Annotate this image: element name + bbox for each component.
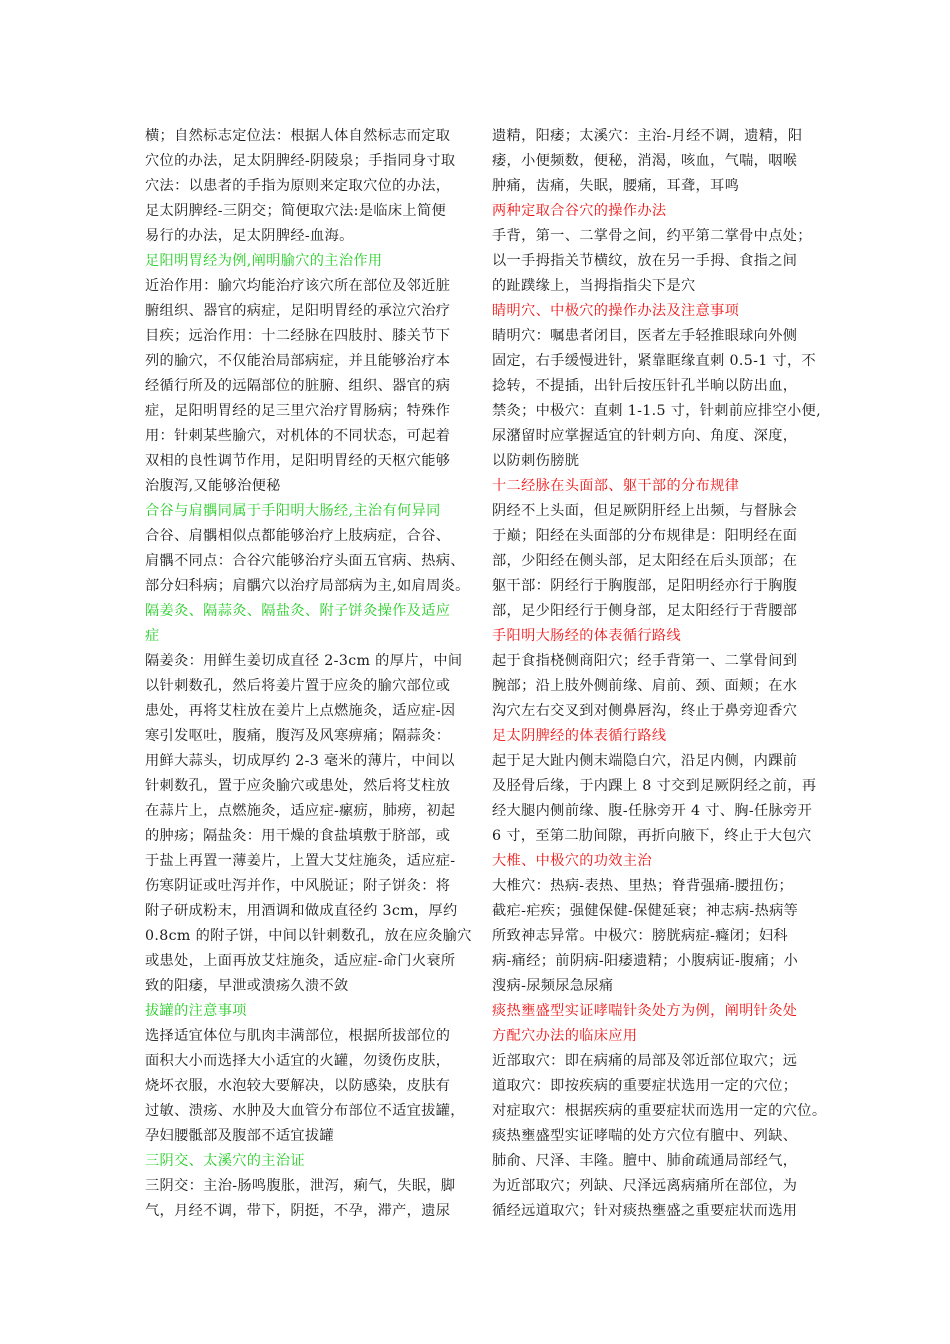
body-line: 双相的良性调节作用，足阳明胃经的天枢穴能够 bbox=[145, 453, 451, 469]
body-line: 穴法：以患者的手指为原则来定取穴位的办法， bbox=[145, 178, 451, 194]
body-line: 道取穴：即按疾病的重要症状选用一定的穴位； bbox=[492, 1078, 798, 1094]
section-heading: 十二经脉在头面部、躯干部的分布规律 bbox=[492, 478, 740, 494]
section-heading: 足太阴脾经的体表循行路线 bbox=[492, 728, 667, 744]
body-line: 腕部；沿上肢外侧前缘、肩前、颈、面颊；在水 bbox=[492, 678, 798, 694]
section-heading: 手阳明大肠经的体表循行路线 bbox=[492, 628, 681, 644]
body-line: 伤寒阴证或吐泻并作，中风脱证；附子饼灸：将 bbox=[145, 878, 451, 894]
body-line: 横；自然标志定位法：根据人体自然标志而定取 bbox=[145, 128, 451, 144]
section-heading: 足阳明胃经为例,阐明腧穴的主治作用 bbox=[145, 253, 383, 269]
body-line: 合谷、肩髃相似点都能够治疗上肢病症，合谷、 bbox=[145, 528, 451, 544]
body-line: 病-痛经；前阴病-阳痿遗精；小腹病证-腹痛；小 bbox=[492, 953, 799, 969]
body-line: 近治作用：腧穴均能治疗该穴所在部位及邻近脏 bbox=[145, 278, 451, 294]
body-line: 0.8cm 的附子饼，中间以针刺数孔，放在应灸腧穴 bbox=[145, 928, 472, 944]
body-line: 在蒜片上，点燃施灸，适应症-瘰疬，肺痨，初起 bbox=[145, 803, 456, 819]
body-line: 选择适宜体位与肌肉丰满部位，根据所拔部位的 bbox=[145, 1028, 451, 1044]
body-line: 为近部取穴；列缺、尺泽远离病痛所在部位，为 bbox=[492, 1178, 798, 1194]
body-line: 部分妇科病；肩髃穴以治疗局部病为主,如肩周炎。 bbox=[145, 578, 470, 594]
body-line: 起于食指桡侧商阳穴；经手背第一、二掌骨间到 bbox=[492, 653, 798, 669]
body-line: 治腹泻,又能够治便秘 bbox=[145, 478, 281, 494]
body-line: 所致神志异常。中极穴：膀胱病症-癃闭；妇科 bbox=[492, 928, 788, 944]
body-line: 截疟-疟疾；强健保健-保健延衰；神志病-热病等 bbox=[492, 903, 799, 919]
section-heading: 痰热壅盛型实证哮喘针灸处方为例，阐明针灸处 bbox=[492, 1003, 798, 1019]
body-line: 睛明穴：嘱患者闭目，医者左手轻推眼球向外侧 bbox=[492, 328, 798, 344]
body-line: 手背，第一、二掌骨之间，约平第二掌骨中点处； bbox=[492, 228, 812, 244]
body-line: 患处，再将艾柱放在姜片上点燃施灸，适应症-因 bbox=[145, 703, 456, 719]
body-line: 肿痛，齿痛，失眠，腰痛，耳聋，耳鸣 bbox=[492, 178, 740, 194]
body-line: 以一手拇指关节横纹，放在另一手拇、食指之间 bbox=[492, 253, 798, 269]
body-line: 起于足大趾内侧末端隐白穴，沿足内侧，内踝前 bbox=[492, 753, 798, 769]
body-line: 面积大小而选择大小适宜的火罐，勿烫伤皮肤， bbox=[145, 1053, 451, 1069]
body-line: 溲病-尿频尿急尿痛 bbox=[492, 978, 614, 994]
body-line: 致的阳痿，早泄或溃疡久溃不敛 bbox=[145, 978, 349, 994]
body-line: 腑组织、器官的病症，足阳明胃经的承泣穴治疗 bbox=[145, 303, 451, 319]
body-line: 寒引发呕吐，腹痛，腹泻及风寒痹痛；隔蒜灸： bbox=[145, 728, 451, 744]
section-heading: 合谷与肩髃同属于手阳明大肠经,主治有何异同 bbox=[145, 503, 441, 519]
body-line: 经大腿内侧前缘、腹-任脉旁开 4 寸、胸-任脉旁开 bbox=[492, 803, 813, 819]
body-line: 部，少阳经在侧头部，足太阳经在后头顶部；在 bbox=[492, 553, 798, 569]
body-line: 6 寸，至第二肋间隙，再折向腋下，终止于大包穴 bbox=[492, 828, 812, 844]
body-line: 痰热壅盛型实证哮喘的处方穴位有膻中、列缺、 bbox=[492, 1128, 798, 1144]
section-heading: 拔罐的注意事项 bbox=[145, 1003, 247, 1019]
body-line: 列的腧穴，不仅能治局部病症，并且能够治疗本 bbox=[145, 353, 451, 369]
body-line: 以防刺伤膀胱 bbox=[492, 453, 580, 469]
body-line: 三阴交：主治-肠鸣腹胀，泄泻，痢气，失眠，脚 bbox=[145, 1178, 456, 1194]
body-line: 捻转，不提插，出针后按压针孔半晌以防出血， bbox=[492, 378, 798, 394]
section-heading: 方配穴办法的临床应用 bbox=[492, 1028, 638, 1044]
right-column bbox=[492, 124, 827, 1224]
body-line: 循经远道取穴；针对痰热壅盛之重要症状而选用 bbox=[492, 1203, 798, 1219]
body-line: 经循行所及的远隔部位的脏腑、组织、器官的病 bbox=[145, 378, 451, 394]
body-line: 于盐上再置一薄姜片，上置大艾炷施灸，适应症- bbox=[145, 853, 456, 869]
body-line: 阴经不上头面，但足厥阴肝经上出频，与督脉会 bbox=[492, 503, 798, 519]
body-line: 近部取穴：即在病痛的局部及邻近部位取穴；远 bbox=[492, 1053, 798, 1069]
body-line: 隔姜灸：用鲜生姜切成直径 2-3cm 的厚片，中间 bbox=[145, 653, 463, 669]
body-line: 遗精，阳痿；太溪穴：主治-月经不调，遗精，阳 bbox=[492, 128, 803, 144]
body-line: 的肿疡；隔盐灸：用干燥的食盐填敷于脐部，或 bbox=[145, 828, 451, 844]
body-line: 禁灸；中极穴：直刺 1-1.5 寸，针刺前应排空小便, bbox=[492, 403, 821, 419]
body-line: 大椎穴：热病-表热、里热；脊背强痛-腰扭伤； bbox=[492, 878, 794, 894]
body-line: 气，月经不调，带下，阴挺，不孕，滞产，遗尿 bbox=[145, 1203, 451, 1219]
section-heading: 两种定取合谷穴的操作办法 bbox=[492, 203, 667, 219]
body-line: 过敏、溃疡、水肿及大血管分布部位不适宜拔罐， bbox=[145, 1103, 465, 1119]
body-line: 用：针刺某些腧穴，对机体的不同状态，可起着 bbox=[145, 428, 451, 444]
body-line: 及胫骨后缘，于内踝上 8 寸交到足厥阴经之前，再 bbox=[492, 778, 817, 794]
body-line: 沟穴左右交叉到对侧鼻唇沟，终止于鼻旁迎香穴 bbox=[492, 703, 798, 719]
body-line: 附子研成粉末，用酒调和做成直径约 3cm，厚约 bbox=[145, 903, 458, 919]
section-heading: 睛明穴、中极穴的操作办法及注意事项 bbox=[492, 303, 740, 319]
body-line: 肺俞、尺泽、丰隆。膻中、肺俞疏通局部经气， bbox=[492, 1153, 798, 1169]
body-line: 用鲜大蒜头，切成厚约 2-3 毫米的薄片，中间以 bbox=[145, 753, 455, 769]
body-line: 的趾蹼缘上，当拇指指尖下是穴 bbox=[492, 278, 696, 294]
body-line: 痿，小便频数，便秘，消渴，咳血，气喘，咽喉 bbox=[492, 153, 798, 169]
body-line: 于巅；阳经在头面部的分布规律是：阳明经在面 bbox=[492, 528, 798, 544]
body-line: 或患处，上面再放艾炷施灸，适应症-命门火衰所 bbox=[145, 953, 456, 969]
body-line: 部，足少阳经行于侧身部，足太阳经行于背腰部 bbox=[492, 603, 798, 619]
body-line: 孕妇腰骶部及腹部不适宜拔罐 bbox=[145, 1128, 334, 1144]
body-line: 易行的办法，足太阴脾经-血海。 bbox=[145, 228, 354, 244]
body-line: 对症取穴：根据疾病的重要症状而选用一定的穴位。 bbox=[492, 1103, 827, 1119]
body-line: 针刺数孔，置于应灸腧穴或患处，然后将艾柱放 bbox=[145, 778, 451, 794]
body-line: 躯干部：阴经行于胸腹部，足阳明经亦行于胸腹 bbox=[492, 578, 798, 594]
left-column bbox=[145, 124, 472, 1224]
body-line: 穴位的办法，足太阴脾经-阴陵泉；手指同身寸取 bbox=[145, 153, 456, 169]
section-heading: 隔姜灸、隔蒜灸、隔盐灸、附子饼灸操作及适应 bbox=[145, 603, 451, 619]
section-heading: 三阴交、太溪穴的主治证 bbox=[145, 1153, 305, 1169]
section-heading: 症 bbox=[145, 628, 160, 644]
body-line: 目疾；远治作用：十二经脉在四肢肘、膝关节下 bbox=[145, 328, 451, 344]
section-heading: 大椎、中极穴的功效主治 bbox=[492, 853, 652, 869]
body-line: 足太阴脾经-三阴交；简便取穴法:是临床上简便 bbox=[145, 203, 447, 219]
body-line: 肩髃不同点：合谷穴能够治疗头面五官病、热病、 bbox=[145, 553, 465, 569]
body-line: 症，足阳明胃经的足三里穴治疗胃肠病；特殊作 bbox=[145, 403, 451, 419]
body-line: 固定，右手缓慢进针，紧靠眶缘直刺 0.5-1 寸，不 bbox=[492, 353, 817, 369]
body-line: 以针刺数孔，然后将姜片置于应灸的腧穴部位或 bbox=[145, 678, 451, 694]
body-line: 尿潴留时应掌握适宜的针刺方向、角度、深度， bbox=[492, 428, 798, 444]
body-line: 烧坏衣服，水泡较大要解决，以防感染，皮肤有 bbox=[145, 1078, 451, 1094]
